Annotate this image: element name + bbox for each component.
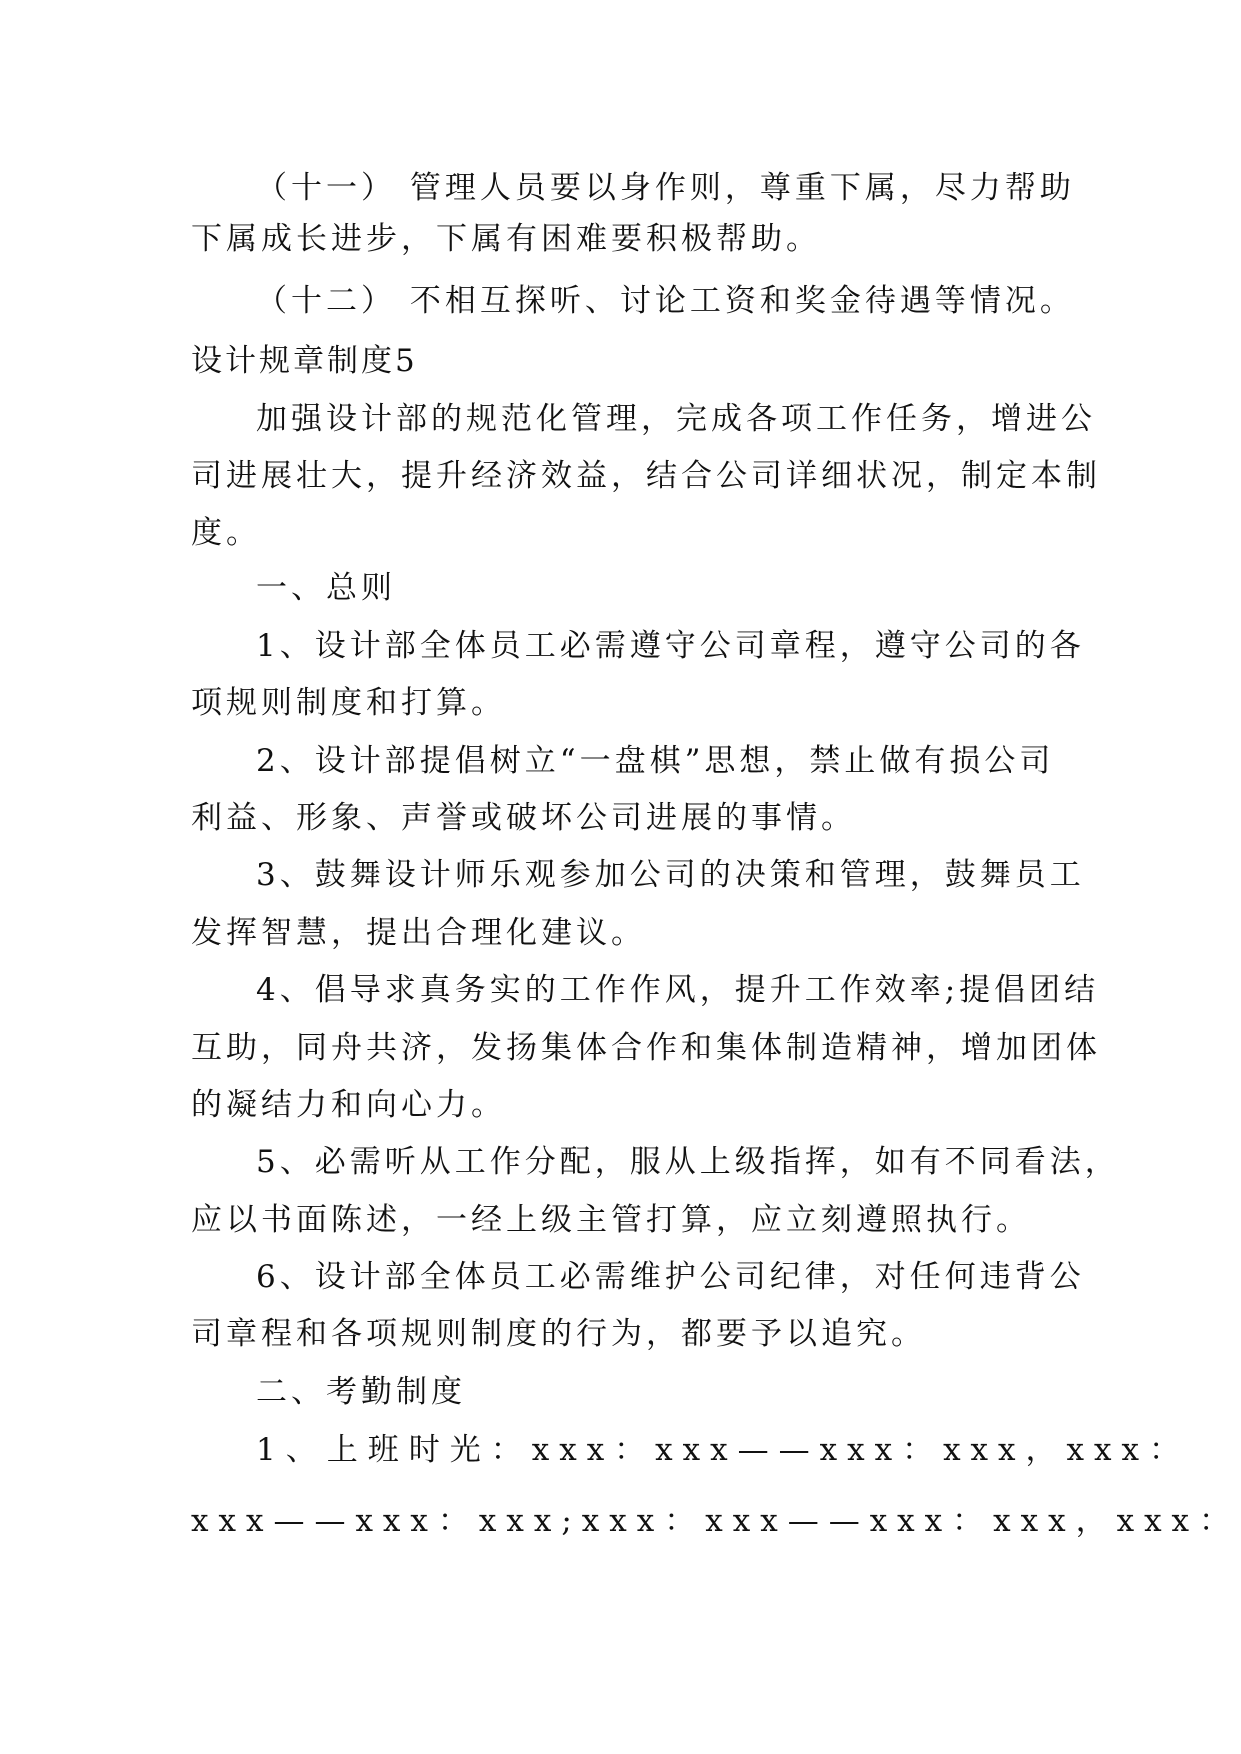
paragraph-line: 应以书面陈述，一经上级主管打算，应立刻遵照执行。 [191,1202,1031,1238]
section-title: 设计规章制度5 [191,343,418,379]
paragraph-line: xxx——xxx：xxx;xxx：xxx——xxx：xxx，xxx： [191,1503,1241,1539]
subsection-title: 二、考勤制度 [256,1374,466,1410]
paragraph-line: 1、设计部全体员工必需遵守公司章程，遵守公司的各 [256,628,1085,664]
paragraph-line: 利益、形象、声誉或破坏公司进展的事情。 [191,800,856,836]
paragraph-line: 5、必需听从工作分配，服从上级指挥，如有不同看法， [256,1144,1120,1180]
paragraph-line: 加强设计部的规范化管理，完成各项工作任务，增进公 [256,401,1096,437]
paragraph-line: 3、鼓舞设计师乐观参加公司的决策和管理，鼓舞员工 [256,857,1085,893]
paragraph-line: 发挥智慧，提出合理化建议。 [191,915,646,951]
paragraph-line: 下属成长进步，下属有困难要积极帮助。 [191,221,821,257]
paragraph-line: 的凝结力和向心力。 [191,1087,506,1123]
paragraph-line: 司进展壮大，提升经济效益，结合公司详细状况，制定本制 [191,458,1101,494]
paragraph-line: 项规则制度和打算。 [191,685,506,721]
paragraph-line: 2、设计部提倡树立“一盘棋”思想，禁止做有损公司 [256,743,1055,779]
subsection-title: 一、总则 [256,570,396,606]
paragraph-line: 1、上班时光：xxx：xxx——xxx：xxx，xxx： [256,1432,1190,1468]
paragraph-line: 4、倡导求真务实的工作作风，提升工作效率;提倡团结 [256,972,1100,1008]
paragraph-line: 司章程和各项规则制度的行为，都要予以追究。 [191,1316,926,1352]
paragraph-line: 6、设计部全体员工必需维护公司纪律，对任何违背公 [256,1259,1085,1295]
paragraph-line: 互助，同舟共济，发扬集体合作和集体制造精神，增加团体 [191,1030,1101,1066]
paragraph-line: （十一） 管理人员要以身作则，尊重下属，尽力帮助 [256,170,1075,206]
paragraph-line: （十二） 不相互探听、讨论工资和奖金待遇等情况。 [256,283,1075,319]
paragraph-line: 度。 [191,515,261,551]
